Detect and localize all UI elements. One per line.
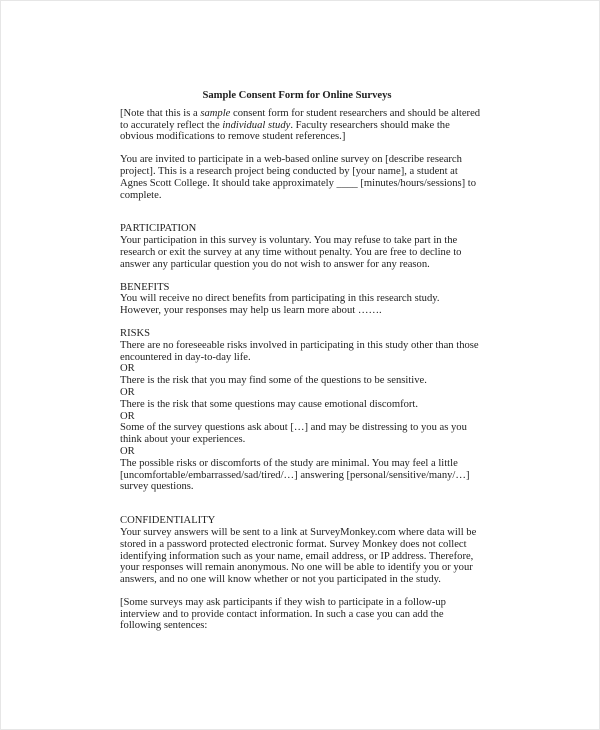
- intro-paragraph: You are invited to participate in a web-based online survey on [describe research project]. This is a research project being conducted by [your name], a student at Agnes Scott College. It should take approximately ____ [minutes/hours/sessions] to complete.: [120, 154, 477, 201]
- note-text-3: . Faculty researchers should make the obvious modifications to remove student references.]: [120, 119, 450, 143]
- participation-body: Your participation in this survey is voluntary. You may refuse to take part in the research or exit the survey at any time without penalty. You are free to decline to answer any particular question you do not wish to answer for any reason.: [120, 235, 462, 270]
- consent-form-body: [120, 90, 482, 643]
- risk-or-2: OR: [120, 386, 135, 398]
- risk-or-1: OR: [120, 363, 135, 375]
- participation-heading: PARTICIPATION: [120, 223, 197, 235]
- risk-or-3: OR: [120, 410, 135, 422]
- confidentiality-section: [120, 515, 482, 586]
- benefits-section: [120, 282, 482, 317]
- benefits-heading: BENEFITS: [120, 281, 170, 293]
- risks-heading: RISKS: [120, 327, 151, 339]
- risk-option-3: There is the risk that some questions may cause emotional discomfort.: [120, 398, 419, 410]
- confidentiality-heading: CONFIDENTIALITY: [120, 515, 216, 527]
- note-text-2: consent form for student researchers and should be altered to accurately reflect the: [120, 107, 481, 131]
- risk-option-1: There are no foreseeable risks involved in participating in this study other than those encountered in day-to-day life.: [120, 339, 479, 363]
- document-title: Sample Consent Form for Online Surveys: [202, 90, 392, 101]
- note-text-1: [Note that this is a: [120, 107, 201, 119]
- risk-or-4: OR: [120, 445, 135, 457]
- risk-option-4: Some of the survey questions ask about […] and may be distressing to you as you think about your experiences.: [120, 422, 467, 446]
- participation-section: [120, 223, 482, 270]
- risk-option-5: The possible risks or discomforts of the study are minimal. You may feel a little [uncomfortable/embarrassed/sad/tired/…] answering [personal/sensitive/many/…] survey questions.: [120, 457, 470, 493]
- note-paragraph: [120, 108, 482, 143]
- note-emphasis-sample: sample: [200, 107, 231, 119]
- followup-paragraph: [Some surveys may ask participants if they wish to participate in a follow-up interview and to provide contact information. In such a case you can add the following sentences:: [120, 596, 446, 632]
- confidentiality-body: Your survey answers will be sent to a link at SurveyMonkey.com where data will be stored in a password protected electronic format. Survey Monkey does not collect identifying information such as your name, email address, or IP address. Therefore, your responses will remain anonymous. No one will be able to identify you or your answers, and no one will know whether or not you participated in the study.: [120, 526, 477, 586]
- risks-section: [120, 328, 482, 493]
- risk-option-2: There is the risk that you may find some of the questions to be sensitive.: [120, 375, 427, 387]
- benefits-body: You will receive no direct benefits from participating in this research study. However, your responses may help us learn more about …….: [120, 293, 440, 317]
- note-emphasis-individual-study: individual study: [222, 119, 291, 131]
